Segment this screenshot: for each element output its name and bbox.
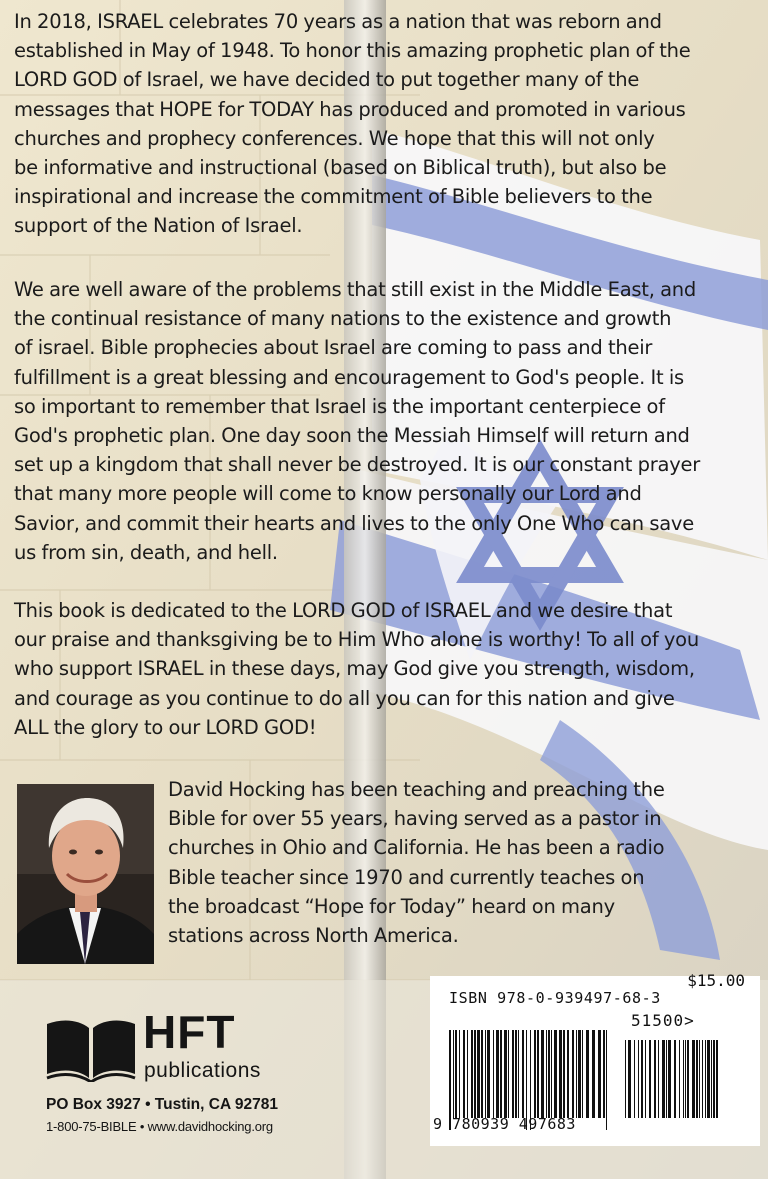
barcode-bar <box>504 1030 507 1118</box>
barcode-bar <box>512 1030 514 1118</box>
text-line: support of the Nation of Israel. <box>14 214 303 238</box>
barcode-bar <box>518 1030 519 1118</box>
intro-paragraph <box>14 7 754 241</box>
barcode-bar <box>537 1030 539 1118</box>
barcode-bar <box>467 1030 468 1118</box>
text-line: LORD GOD of Israel, we have decided to put together many of the <box>14 68 640 92</box>
barcode-bar <box>711 1040 712 1118</box>
barcode-bar <box>463 1030 465 1118</box>
publisher-address: PO Box 3927 • Tustin, CA 92781 <box>46 1096 278 1113</box>
text-line: stations across North America. <box>168 924 459 948</box>
barcode-bar <box>500 1030 502 1118</box>
barcode-bar <box>705 1040 706 1118</box>
barcode-bar <box>471 1030 473 1118</box>
barcode-bar <box>674 1040 676 1118</box>
barcode-bar <box>508 1030 509 1118</box>
text-line: set up a kingdom that shall never be destroyed. It is our constant prayer <box>14 453 701 477</box>
barcode-bar <box>628 1040 631 1118</box>
text-line: churches and prophecy conferences. We hope that this will not only <box>14 126 655 150</box>
barcode-bar <box>578 1030 581 1118</box>
middle-east-paragraph <box>14 275 754 567</box>
text-line: so important to remember that Israel is the important centerpiece of <box>14 394 665 418</box>
barcode-bar <box>481 1030 483 1118</box>
barcode-bar <box>554 1030 557 1118</box>
text-line: churches in Ohio and California. He has been a radio <box>168 836 665 860</box>
barcode-bar <box>662 1040 665 1118</box>
barcode-bar <box>582 1030 583 1118</box>
barcode-bar <box>625 1040 626 1118</box>
text-line: of israel. Bible prophecies about Israel are coming to pass and their <box>14 336 653 360</box>
barcode-bar <box>685 1040 686 1118</box>
text-line: Bible teacher since 1970 and currently teaches on <box>168 865 645 889</box>
barcode-bar <box>668 1040 671 1118</box>
barcode-bar <box>702 1040 703 1118</box>
dedication-paragraph <box>14 596 754 742</box>
barcode-bar <box>551 1030 552 1118</box>
barcode-bar <box>679 1040 680 1118</box>
barcode-bar <box>485 1030 486 1118</box>
isbn-label: ISBN 978-0-939497-68-3 <box>449 989 661 1007</box>
barcode-bar <box>645 1040 646 1118</box>
publisher-contact: 1-800-75-BIBLE • www.davidhocking.org <box>46 1119 273 1134</box>
barcode-bar <box>546 1030 547 1118</box>
text-line: fulfillment is a great blessing and encouragement to God's people. It is <box>14 365 684 389</box>
text-line: us from sin, death, and hell. <box>14 540 278 564</box>
barcode-bar <box>576 1030 577 1118</box>
text-line: established in May of 1948. To honor this amazing prophetic plan of the <box>14 39 691 63</box>
text-line: our praise and thanksgiving be to Him Who alone is worthy! To all of you <box>14 628 699 652</box>
text-line: In 2018, ISRAEL celebrates 70 years as a nation that was reborn and <box>14 10 662 33</box>
barcode-bar <box>563 1030 565 1118</box>
barcode-bar <box>453 1030 454 1118</box>
barcode-bar <box>522 1030 524 1118</box>
barcode-bar <box>477 1030 480 1118</box>
barcode-bar <box>638 1040 639 1118</box>
barcode-bar <box>541 1030 544 1118</box>
text-line: ALL the glory to our LORD GOD! <box>14 715 317 739</box>
barcode-bar <box>586 1030 589 1118</box>
text-line: and courage as you continue to do all you can for this nation and give <box>14 686 675 710</box>
text-line: We are well aware of the problems that still exist in the Middle East, and <box>14 278 697 301</box>
barcode-bar <box>692 1040 695 1118</box>
ean-digits: 9 780939 497683 <box>433 1115 576 1133</box>
barcode-bar <box>572 1030 574 1118</box>
publisher-logo-subtext: publications <box>144 1059 261 1082</box>
barcode-bar <box>534 1030 536 1118</box>
text-line: God's prophetic plan. One day soon the Messiah Himself will return and <box>14 424 690 448</box>
barcode-bar <box>459 1030 460 1118</box>
barcode-bar <box>707 1040 710 1118</box>
barcode-bar <box>654 1040 656 1118</box>
barcode-bar <box>713 1040 715 1118</box>
barcode-bar <box>496 1030 499 1118</box>
barcode-bar <box>666 1040 667 1118</box>
barcode-bar <box>634 1040 635 1118</box>
barcode-bar <box>548 1030 550 1118</box>
barcode-bar <box>699 1040 700 1118</box>
barcode-bar <box>683 1040 684 1118</box>
barcode-bar <box>515 1030 517 1118</box>
barcode-bar <box>649 1040 651 1118</box>
barcode-bar <box>598 1030 601 1118</box>
text-line: the continual resistance of many nations to the existence and growth <box>14 307 672 331</box>
text-line: inspirational and increase the commitment of Bible believers to the <box>14 185 653 209</box>
text-line: be informative and instructional (based on Biblical truth), but also be <box>14 156 667 180</box>
price-label: $15.00 <box>687 971 745 990</box>
barcode-bar <box>474 1030 476 1118</box>
open-book-icon <box>45 1018 137 1082</box>
barcode-bar <box>603 1030 605 1118</box>
text-line: the broadcast “Hope for Today” heard on many <box>168 894 615 918</box>
barcode-bar <box>559 1030 562 1118</box>
text-line: who support ISRAEL in these days, may God give you strength, wisdom, <box>14 657 695 681</box>
barcode-bar <box>493 1030 494 1118</box>
barcode-bar <box>658 1040 659 1118</box>
publisher-logo-text: HFT <box>143 1006 236 1058</box>
text-line: David Hocking has been teaching and preaching the <box>168 778 665 801</box>
barcode-bar <box>455 1030 457 1118</box>
barcode-bar <box>687 1040 689 1118</box>
text-line: that many more people will come to know personally our Lord and <box>14 482 642 506</box>
price-addon-code: 51500> <box>631 1011 695 1030</box>
barcode-bar <box>487 1030 490 1118</box>
author-photo <box>17 784 154 964</box>
barcode-bar <box>641 1040 643 1118</box>
barcode-bar <box>696 1040 698 1118</box>
barcode-bar <box>716 1040 718 1118</box>
barcode-bar <box>567 1030 569 1118</box>
barcode-bar <box>592 1030 595 1118</box>
text-line: Savior, and commit their hearts and lives to the only One Who can save <box>14 511 694 535</box>
text-line: Bible for over 55 years, having served as a pastor in <box>168 807 662 831</box>
text-line: messages that HOPE for TODAY has produced and promoted in various <box>14 97 686 121</box>
author-bio <box>168 775 728 950</box>
text-line: This book is dedicated to the LORD GOD of ISRAEL and we desire that <box>14 599 673 622</box>
